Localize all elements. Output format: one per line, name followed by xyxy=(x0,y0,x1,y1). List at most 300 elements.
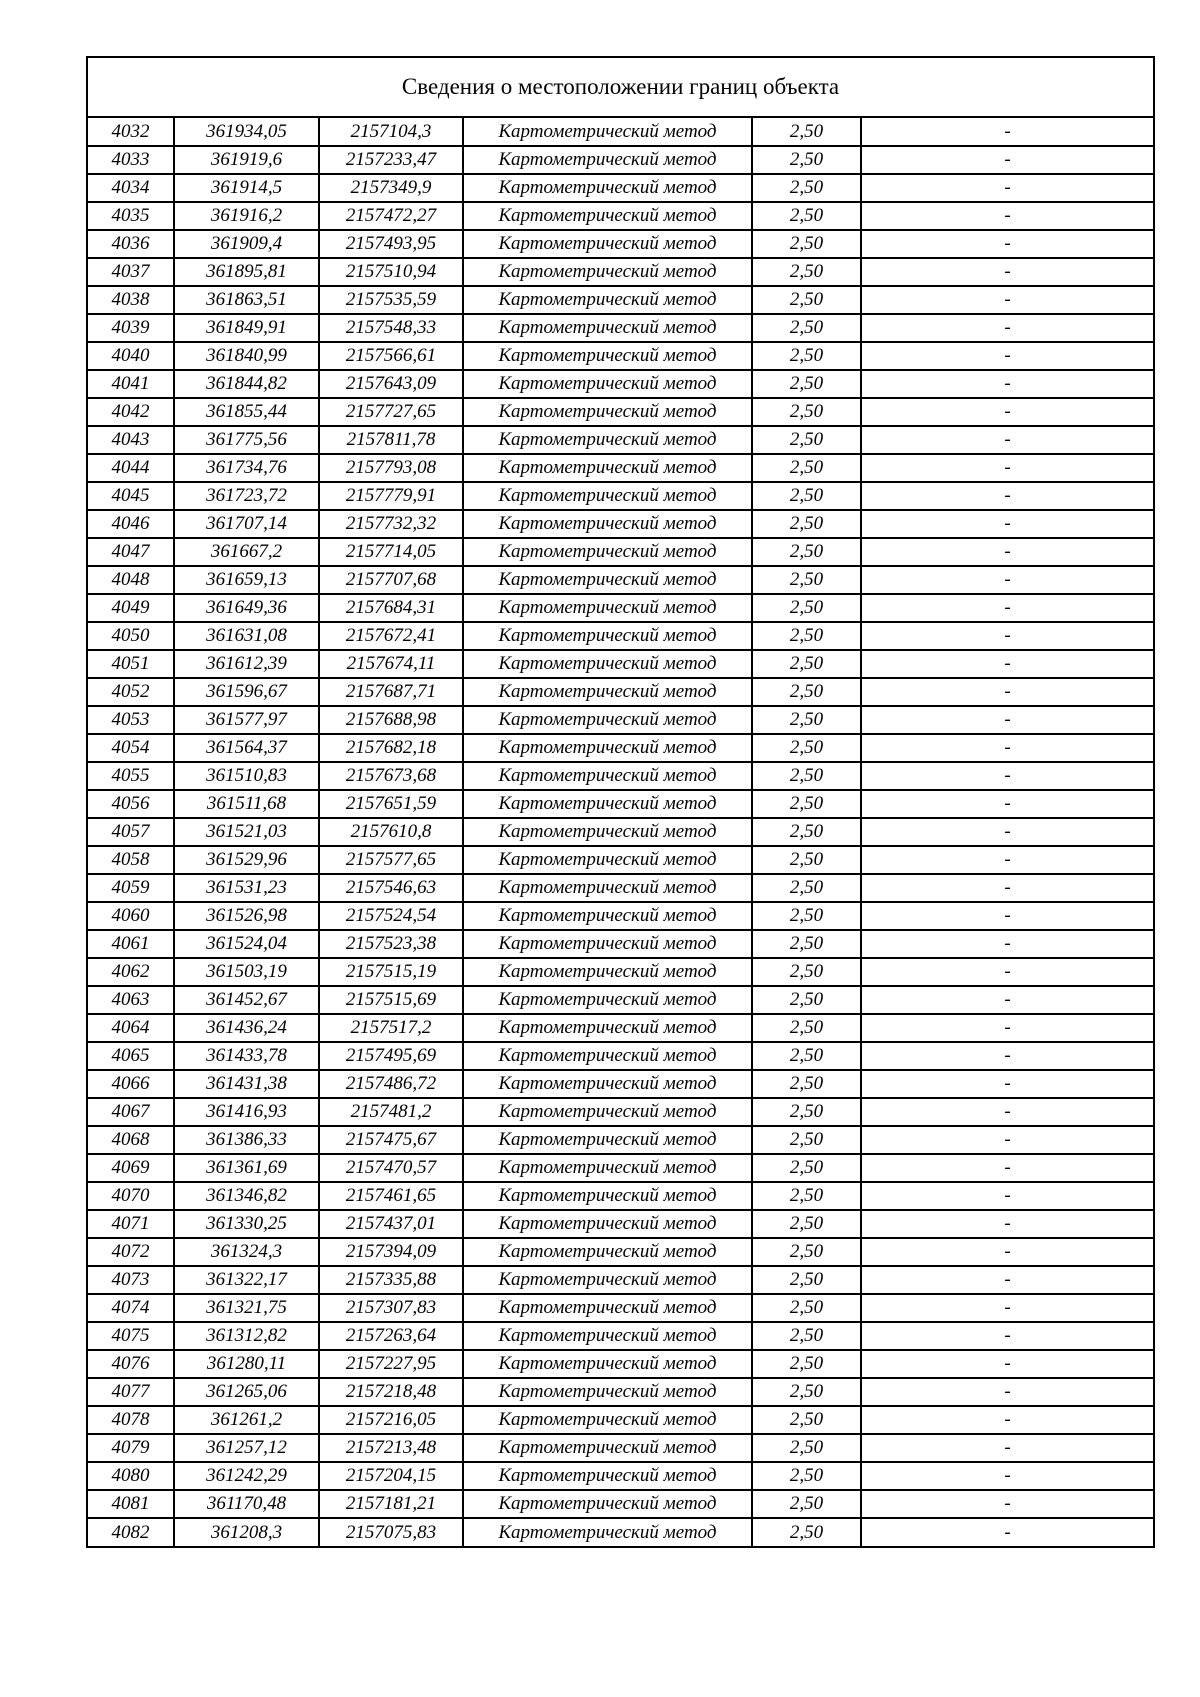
accuracy-cell: 2,50 xyxy=(752,370,861,398)
x-coordinate-cell: 361631,08 xyxy=(174,622,319,650)
table-row xyxy=(88,1182,1153,1210)
accuracy-cell: 2,50 xyxy=(752,482,861,510)
table-row xyxy=(88,1518,1153,1546)
x-coordinate-cell: 361257,12 xyxy=(174,1434,319,1462)
point-number-cell: 4043 xyxy=(88,426,174,454)
x-coordinate-cell: 361436,24 xyxy=(174,1014,319,1042)
description-cell: - xyxy=(861,1322,1153,1350)
table-row xyxy=(88,482,1153,510)
table-row xyxy=(88,734,1153,762)
y-coordinate-cell: 2157793,08 xyxy=(319,454,463,482)
table-row xyxy=(88,258,1153,286)
description-cell: - xyxy=(861,398,1153,426)
table-row xyxy=(88,594,1153,622)
method-cell: Картометрический метод xyxy=(463,678,752,706)
method-cell: Картометрический метод xyxy=(463,1266,752,1294)
accuracy-cell: 2,50 xyxy=(752,510,861,538)
description-cell: - xyxy=(861,174,1153,202)
point-number-cell: 4032 xyxy=(88,118,174,146)
table-row xyxy=(88,1434,1153,1462)
description-cell: - xyxy=(861,1266,1153,1294)
x-coordinate-cell: 361659,13 xyxy=(174,566,319,594)
accuracy-cell: 2,50 xyxy=(752,1434,861,1462)
point-number-cell: 4057 xyxy=(88,818,174,846)
point-number-cell: 4081 xyxy=(88,1490,174,1518)
x-coordinate-cell: 361775,56 xyxy=(174,426,319,454)
method-cell: Картометрический метод xyxy=(463,230,752,258)
description-cell: - xyxy=(861,902,1153,930)
table-row xyxy=(88,538,1153,566)
table-row xyxy=(88,1126,1153,1154)
y-coordinate-cell: 2157213,48 xyxy=(319,1434,463,1462)
table-row xyxy=(88,1238,1153,1266)
y-coordinate-cell: 2157495,69 xyxy=(319,1042,463,1070)
method-cell: Картометрический метод xyxy=(463,1070,752,1098)
point-number-cell: 4056 xyxy=(88,790,174,818)
x-coordinate-cell: 361324,3 xyxy=(174,1238,319,1266)
method-cell: Картометрический метод xyxy=(463,1462,752,1490)
method-cell: Картометрический метод xyxy=(463,426,752,454)
y-coordinate-cell: 2157218,48 xyxy=(319,1378,463,1406)
method-cell: Картометрический метод xyxy=(463,398,752,426)
accuracy-cell: 2,50 xyxy=(752,902,861,930)
method-cell: Картометрический метод xyxy=(463,650,752,678)
point-number-cell: 4072 xyxy=(88,1238,174,1266)
table-row xyxy=(88,454,1153,482)
x-coordinate-cell: 361916,2 xyxy=(174,202,319,230)
description-cell: - xyxy=(861,1070,1153,1098)
description-cell: - xyxy=(861,1154,1153,1182)
point-number-cell: 4060 xyxy=(88,902,174,930)
y-coordinate-cell: 2157515,19 xyxy=(319,958,463,986)
description-cell: - xyxy=(861,370,1153,398)
y-coordinate-cell: 2157524,54 xyxy=(319,902,463,930)
description-cell: - xyxy=(861,314,1153,342)
x-coordinate-cell: 361261,2 xyxy=(174,1406,319,1434)
y-coordinate-cell: 2157517,2 xyxy=(319,1014,463,1042)
method-cell: Картометрический метод xyxy=(463,342,752,370)
accuracy-cell: 2,50 xyxy=(752,1126,861,1154)
point-number-cell: 4047 xyxy=(88,538,174,566)
method-cell: Картометрический метод xyxy=(463,1434,752,1462)
table-row xyxy=(88,874,1153,902)
description-cell: - xyxy=(861,1434,1153,1462)
description-cell: - xyxy=(861,426,1153,454)
x-coordinate-cell: 361346,82 xyxy=(174,1182,319,1210)
table-row xyxy=(88,1378,1153,1406)
table-row xyxy=(88,818,1153,846)
point-number-cell: 4065 xyxy=(88,1042,174,1070)
description-cell: - xyxy=(861,1490,1153,1518)
x-coordinate-cell: 361521,03 xyxy=(174,818,319,846)
point-number-cell: 4080 xyxy=(88,1462,174,1490)
description-cell: - xyxy=(861,762,1153,790)
table-row xyxy=(88,398,1153,426)
y-coordinate-cell: 2157610,8 xyxy=(319,818,463,846)
accuracy-cell: 2,50 xyxy=(752,1462,861,1490)
accuracy-cell: 2,50 xyxy=(752,762,861,790)
accuracy-cell: 2,50 xyxy=(752,1406,861,1434)
table-row xyxy=(88,958,1153,986)
accuracy-cell: 2,50 xyxy=(752,734,861,762)
table-row xyxy=(88,426,1153,454)
point-number-cell: 4079 xyxy=(88,1434,174,1462)
method-cell: Картометрический метод xyxy=(463,874,752,902)
y-coordinate-cell: 2157437,01 xyxy=(319,1210,463,1238)
accuracy-cell: 2,50 xyxy=(752,790,861,818)
accuracy-cell: 2,50 xyxy=(752,342,861,370)
point-number-cell: 4050 xyxy=(88,622,174,650)
y-coordinate-cell: 2157470,57 xyxy=(319,1154,463,1182)
accuracy-cell: 2,50 xyxy=(752,1014,861,1042)
point-number-cell: 4059 xyxy=(88,874,174,902)
description-cell: - xyxy=(861,286,1153,314)
x-coordinate-cell: 361433,78 xyxy=(174,1042,319,1070)
x-coordinate-cell: 361280,11 xyxy=(174,1350,319,1378)
point-number-cell: 4074 xyxy=(88,1294,174,1322)
description-cell: - xyxy=(861,1126,1153,1154)
y-coordinate-cell: 2157674,11 xyxy=(319,650,463,678)
y-coordinate-cell: 2157779,91 xyxy=(319,482,463,510)
method-cell: Картометрический метод xyxy=(463,1518,752,1546)
description-cell: - xyxy=(861,1182,1153,1210)
table-row xyxy=(88,146,1153,174)
x-coordinate-cell: 361452,67 xyxy=(174,986,319,1014)
method-cell: Картометрический метод xyxy=(463,622,752,650)
description-cell: - xyxy=(861,342,1153,370)
x-coordinate-cell: 361322,17 xyxy=(174,1266,319,1294)
method-cell: Картометрический метод xyxy=(463,706,752,734)
point-number-cell: 4061 xyxy=(88,930,174,958)
accuracy-cell: 2,50 xyxy=(752,1182,861,1210)
table-row xyxy=(88,706,1153,734)
description-cell: - xyxy=(861,538,1153,566)
method-cell: Картометрический метод xyxy=(463,1182,752,1210)
point-number-cell: 4033 xyxy=(88,146,174,174)
description-cell: - xyxy=(861,734,1153,762)
y-coordinate-cell: 2157075,83 xyxy=(319,1518,463,1546)
point-number-cell: 4041 xyxy=(88,370,174,398)
accuracy-cell: 2,50 xyxy=(752,650,861,678)
point-number-cell: 4055 xyxy=(88,762,174,790)
x-coordinate-cell: 361895,81 xyxy=(174,258,319,286)
y-coordinate-cell: 2157732,32 xyxy=(319,510,463,538)
x-coordinate-cell: 361649,36 xyxy=(174,594,319,622)
description-cell: - xyxy=(861,650,1153,678)
table-row xyxy=(88,930,1153,958)
x-coordinate-cell: 361734,76 xyxy=(174,454,319,482)
point-number-cell: 4046 xyxy=(88,510,174,538)
point-number-cell: 4058 xyxy=(88,846,174,874)
method-cell: Картометрический метод xyxy=(463,1210,752,1238)
description-cell: - xyxy=(861,846,1153,874)
description-cell: - xyxy=(861,1518,1153,1546)
x-coordinate-cell: 361431,38 xyxy=(174,1070,319,1098)
accuracy-cell: 2,50 xyxy=(752,258,861,286)
table-row xyxy=(88,1266,1153,1294)
description-cell: - xyxy=(861,1238,1153,1266)
accuracy-cell: 2,50 xyxy=(752,874,861,902)
accuracy-cell: 2,50 xyxy=(752,594,861,622)
method-cell: Картометрический метод xyxy=(463,482,752,510)
y-coordinate-cell: 2157673,68 xyxy=(319,762,463,790)
x-coordinate-cell: 361242,29 xyxy=(174,1462,319,1490)
method-cell: Картометрический метод xyxy=(463,1406,752,1434)
table-row xyxy=(88,986,1153,1014)
x-coordinate-cell: 361840,99 xyxy=(174,342,319,370)
table-row xyxy=(88,1210,1153,1238)
table-row xyxy=(88,174,1153,202)
point-number-cell: 4062 xyxy=(88,958,174,986)
description-cell: - xyxy=(861,202,1153,230)
accuracy-cell: 2,50 xyxy=(752,930,861,958)
x-coordinate-cell: 361511,68 xyxy=(174,790,319,818)
x-coordinate-cell: 361510,83 xyxy=(174,762,319,790)
table-row xyxy=(88,1154,1153,1182)
x-coordinate-cell: 361531,23 xyxy=(174,874,319,902)
accuracy-cell: 2,50 xyxy=(752,1322,861,1350)
y-coordinate-cell: 2157566,61 xyxy=(319,342,463,370)
table-row xyxy=(88,846,1153,874)
y-coordinate-cell: 2157307,83 xyxy=(319,1294,463,1322)
y-coordinate-cell: 2157727,65 xyxy=(319,398,463,426)
method-cell: Картометрический метод xyxy=(463,370,752,398)
table-row xyxy=(88,118,1153,146)
description-cell: - xyxy=(861,454,1153,482)
x-coordinate-cell: 361855,44 xyxy=(174,398,319,426)
x-coordinate-cell: 361170,48 xyxy=(174,1490,319,1518)
y-coordinate-cell: 2157394,09 xyxy=(319,1238,463,1266)
accuracy-cell: 2,50 xyxy=(752,818,861,846)
description-cell: - xyxy=(861,594,1153,622)
method-cell: Картометрический метод xyxy=(463,314,752,342)
y-coordinate-cell: 2157263,64 xyxy=(319,1322,463,1350)
point-number-cell: 4044 xyxy=(88,454,174,482)
description-cell: - xyxy=(861,1406,1153,1434)
x-coordinate-cell: 361330,25 xyxy=(174,1210,319,1238)
description-cell: - xyxy=(861,1294,1153,1322)
point-number-cell: 4052 xyxy=(88,678,174,706)
method-cell: Картометрический метод xyxy=(463,790,752,818)
method-cell: Картометрический метод xyxy=(463,202,752,230)
accuracy-cell: 2,50 xyxy=(752,538,861,566)
point-number-cell: 4073 xyxy=(88,1266,174,1294)
point-number-cell: 4071 xyxy=(88,1210,174,1238)
point-number-cell: 4042 xyxy=(88,398,174,426)
y-coordinate-cell: 2157472,27 xyxy=(319,202,463,230)
table-row xyxy=(88,1462,1153,1490)
point-number-cell: 4076 xyxy=(88,1350,174,1378)
table-row xyxy=(88,202,1153,230)
point-number-cell: 4082 xyxy=(88,1518,174,1546)
description-cell: - xyxy=(861,678,1153,706)
description-cell: - xyxy=(861,1350,1153,1378)
point-number-cell: 4070 xyxy=(88,1182,174,1210)
method-cell: Картометрический метод xyxy=(463,1014,752,1042)
accuracy-cell: 2,50 xyxy=(752,986,861,1014)
table-row xyxy=(88,370,1153,398)
y-coordinate-cell: 2157546,63 xyxy=(319,874,463,902)
description-cell: - xyxy=(861,874,1153,902)
description-cell: - xyxy=(861,1462,1153,1490)
y-coordinate-cell: 2157651,59 xyxy=(319,790,463,818)
x-coordinate-cell: 361524,04 xyxy=(174,930,319,958)
accuracy-cell: 2,50 xyxy=(752,118,861,146)
description-cell: - xyxy=(861,622,1153,650)
description-cell: - xyxy=(861,1210,1153,1238)
method-cell: Картометрический метод xyxy=(463,762,752,790)
x-coordinate-cell: 361529,96 xyxy=(174,846,319,874)
method-cell: Картометрический метод xyxy=(463,818,752,846)
table-row xyxy=(88,1406,1153,1434)
point-number-cell: 4054 xyxy=(88,734,174,762)
table-row xyxy=(88,678,1153,706)
y-coordinate-cell: 2157682,18 xyxy=(319,734,463,762)
accuracy-cell: 2,50 xyxy=(752,1378,861,1406)
accuracy-cell: 2,50 xyxy=(752,622,861,650)
y-coordinate-cell: 2157227,95 xyxy=(319,1350,463,1378)
x-coordinate-cell: 361909,4 xyxy=(174,230,319,258)
method-cell: Картометрический метод xyxy=(463,594,752,622)
y-coordinate-cell: 2157510,94 xyxy=(319,258,463,286)
y-coordinate-cell: 2157535,59 xyxy=(319,286,463,314)
point-number-cell: 4053 xyxy=(88,706,174,734)
description-cell: - xyxy=(861,146,1153,174)
y-coordinate-cell: 2157486,72 xyxy=(319,1070,463,1098)
point-number-cell: 4064 xyxy=(88,1014,174,1042)
x-coordinate-cell: 361321,75 xyxy=(174,1294,319,1322)
description-cell: - xyxy=(861,230,1153,258)
table-title: Сведения о местоположении границ объекта xyxy=(88,58,1153,118)
table-row xyxy=(88,622,1153,650)
x-coordinate-cell: 361564,37 xyxy=(174,734,319,762)
y-coordinate-cell: 2157481,2 xyxy=(319,1098,463,1126)
accuracy-cell: 2,50 xyxy=(752,958,861,986)
table-row xyxy=(88,1294,1153,1322)
y-coordinate-cell: 2157707,68 xyxy=(319,566,463,594)
point-number-cell: 4067 xyxy=(88,1098,174,1126)
table-row xyxy=(88,1490,1153,1518)
x-coordinate-cell: 361386,33 xyxy=(174,1126,319,1154)
point-number-cell: 4040 xyxy=(88,342,174,370)
table-row xyxy=(88,510,1153,538)
description-cell: - xyxy=(861,958,1153,986)
method-cell: Картометрический метод xyxy=(463,1322,752,1350)
accuracy-cell: 2,50 xyxy=(752,1154,861,1182)
description-cell: - xyxy=(861,1378,1153,1406)
point-number-cell: 4077 xyxy=(88,1378,174,1406)
method-cell: Картометрический метод xyxy=(463,146,752,174)
x-coordinate-cell: 361416,93 xyxy=(174,1098,319,1126)
point-number-cell: 4039 xyxy=(88,314,174,342)
y-coordinate-cell: 2157216,05 xyxy=(319,1406,463,1434)
point-number-cell: 4051 xyxy=(88,650,174,678)
description-cell: - xyxy=(861,1042,1153,1070)
x-coordinate-cell: 361667,2 xyxy=(174,538,319,566)
method-cell: Картометрический метод xyxy=(463,1490,752,1518)
point-number-cell: 4075 xyxy=(88,1322,174,1350)
point-number-cell: 4038 xyxy=(88,286,174,314)
accuracy-cell: 2,50 xyxy=(752,566,861,594)
method-cell: Картометрический метод xyxy=(463,118,752,146)
description-cell: - xyxy=(861,706,1153,734)
point-number-cell: 4063 xyxy=(88,986,174,1014)
boundary-table-sheet xyxy=(86,56,1155,1548)
point-number-cell: 4066 xyxy=(88,1070,174,1098)
table-row xyxy=(88,650,1153,678)
x-coordinate-cell: 361934,05 xyxy=(174,118,319,146)
y-coordinate-cell: 2157577,65 xyxy=(319,846,463,874)
x-coordinate-cell: 361208,3 xyxy=(174,1518,319,1546)
y-coordinate-cell: 2157672,41 xyxy=(319,622,463,650)
x-coordinate-cell: 361919,6 xyxy=(174,146,319,174)
y-coordinate-cell: 2157233,47 xyxy=(319,146,463,174)
x-coordinate-cell: 361707,14 xyxy=(174,510,319,538)
table-row xyxy=(88,230,1153,258)
point-number-cell: 4035 xyxy=(88,202,174,230)
accuracy-cell: 2,50 xyxy=(752,202,861,230)
x-coordinate-cell: 361526,98 xyxy=(174,902,319,930)
accuracy-cell: 2,50 xyxy=(752,1042,861,1070)
method-cell: Картометрический метод xyxy=(463,846,752,874)
description-cell: - xyxy=(861,818,1153,846)
accuracy-cell: 2,50 xyxy=(752,1518,861,1546)
accuracy-cell: 2,50 xyxy=(752,146,861,174)
point-number-cell: 4036 xyxy=(88,230,174,258)
table-row xyxy=(88,286,1153,314)
point-number-cell: 4078 xyxy=(88,1406,174,1434)
y-coordinate-cell: 2157349,9 xyxy=(319,174,463,202)
accuracy-cell: 2,50 xyxy=(752,174,861,202)
table-row xyxy=(88,1042,1153,1070)
table-row xyxy=(88,566,1153,594)
table-row xyxy=(88,1098,1153,1126)
y-coordinate-cell: 2157335,88 xyxy=(319,1266,463,1294)
accuracy-cell: 2,50 xyxy=(752,454,861,482)
accuracy-cell: 2,50 xyxy=(752,1266,861,1294)
y-coordinate-cell: 2157515,69 xyxy=(319,986,463,1014)
y-coordinate-cell: 2157493,95 xyxy=(319,230,463,258)
y-coordinate-cell: 2157687,71 xyxy=(319,678,463,706)
method-cell: Картометрический метод xyxy=(463,958,752,986)
y-coordinate-cell: 2157461,65 xyxy=(319,1182,463,1210)
method-cell: Картометрический метод xyxy=(463,1378,752,1406)
accuracy-cell: 2,50 xyxy=(752,706,861,734)
table-row xyxy=(88,1350,1153,1378)
table-row xyxy=(88,902,1153,930)
table-row xyxy=(88,342,1153,370)
y-coordinate-cell: 2157548,33 xyxy=(319,314,463,342)
description-cell: - xyxy=(861,258,1153,286)
x-coordinate-cell: 361723,72 xyxy=(174,482,319,510)
accuracy-cell: 2,50 xyxy=(752,1490,861,1518)
method-cell: Картометрический метод xyxy=(463,510,752,538)
description-cell: - xyxy=(861,930,1153,958)
point-number-cell: 4049 xyxy=(88,594,174,622)
point-number-cell: 4034 xyxy=(88,174,174,202)
y-coordinate-cell: 2157688,98 xyxy=(319,706,463,734)
point-number-cell: 4037 xyxy=(88,258,174,286)
accuracy-cell: 2,50 xyxy=(752,1210,861,1238)
x-coordinate-cell: 361914,5 xyxy=(174,174,319,202)
y-coordinate-cell: 2157104,3 xyxy=(319,118,463,146)
description-cell: - xyxy=(861,510,1153,538)
description-cell: - xyxy=(861,986,1153,1014)
description-cell: - xyxy=(861,1014,1153,1042)
accuracy-cell: 2,50 xyxy=(752,1098,861,1126)
x-coordinate-cell: 361312,82 xyxy=(174,1322,319,1350)
method-cell: Картометрический метод xyxy=(463,1154,752,1182)
